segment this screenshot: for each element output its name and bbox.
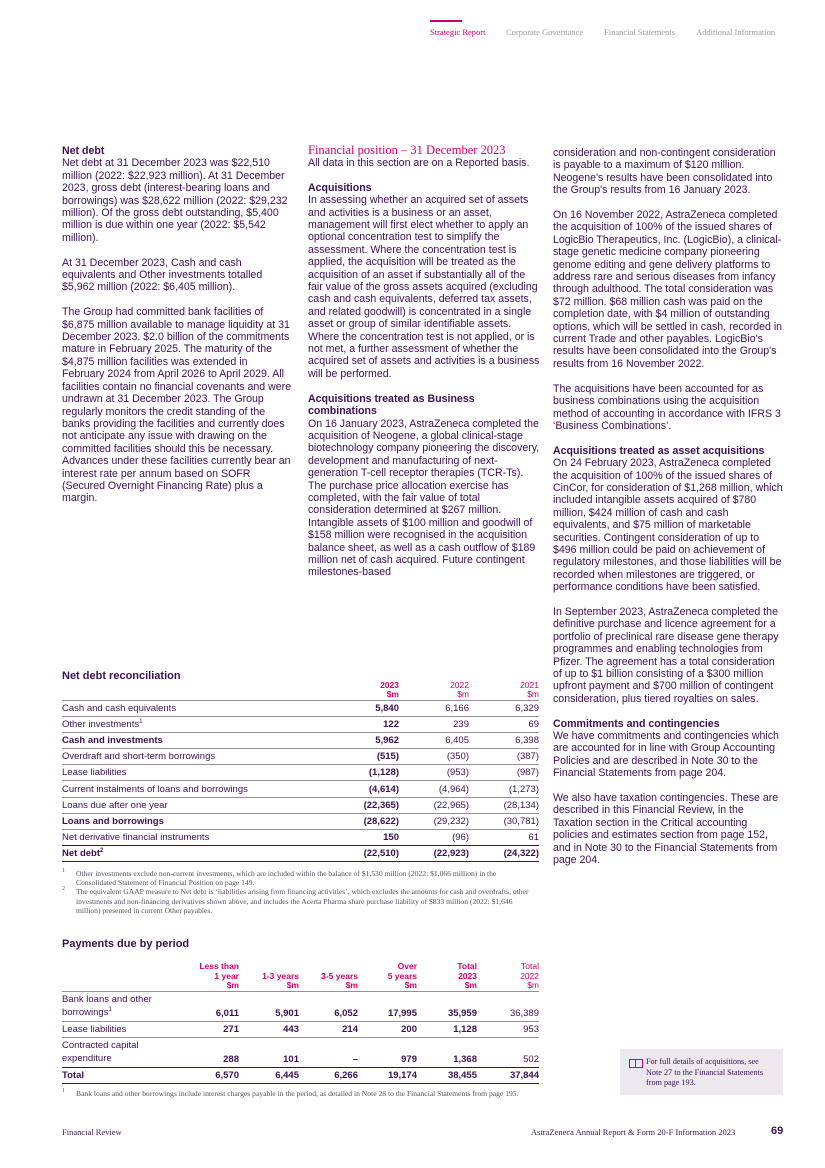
pdp-cell: 214 <box>299 1021 358 1037</box>
footer-section-label: Financial Review <box>62 1127 122 1137</box>
acquisitions-heading: Acquisitions <box>308 181 372 194</box>
pdp-header-line: Less than <box>199 961 239 971</box>
ndr-row <box>62 830 539 846</box>
pdp-row <box>62 991 539 1021</box>
footnote-text: The equivalent GAAP measure to Net debt is ‘liabilities arising from financing activities’, which excludes the amounts for cash and overdrafts, other investments and non-financing derivatives shown above, and includes the Acerta Pharma share purchase liability of $833 million (2022: $1,646 million) presented in current Other payables. <box>76 887 529 915</box>
ndr-cell: 5,962 <box>329 732 399 748</box>
ndr-cell: 6,398 <box>469 732 539 748</box>
pdp-header-line: $m <box>226 980 239 990</box>
ndr-cell: 6,166 <box>399 700 469 716</box>
pdp-row-label <box>62 991 179 1021</box>
pdp-row <box>62 1037 539 1067</box>
ndr-body <box>62 700 539 862</box>
ndr-cell: (953) <box>399 765 469 781</box>
ndr-year-2021: 2021 <box>520 679 539 690</box>
pdp-cell: 288 <box>179 1037 239 1067</box>
pdp-cell: – <box>299 1037 358 1067</box>
pdp-cell: 37,844 <box>477 1067 539 1083</box>
pdp-cell: 6,445 <box>239 1067 299 1083</box>
pdp-cell: 38,455 <box>417 1067 477 1083</box>
ndr-cell: (4,614) <box>329 781 399 797</box>
ndr-cell: 239 <box>399 716 469 732</box>
nav-corporate-governance[interactable]: Corporate Governance <box>506 27 584 37</box>
ndr-cell: (22,965) <box>399 797 469 813</box>
commitments-paragraph: We have commitments and contingencies which are accounted for in line with Group Accounting Policies and are described in Note 30 to the Financial Statements from page 204. <box>553 730 779 780</box>
ndr-cell: (29,232) <box>399 813 469 829</box>
pdp-header-row <box>62 958 539 991</box>
pdp-cell: 36,389 <box>477 991 539 1021</box>
ndr-row <box>62 700 539 716</box>
pdp-row-label-line1: Contracted capital <box>62 1040 139 1052</box>
ndr-row <box>62 781 539 797</box>
ndr-cell: (96) <box>399 830 469 846</box>
ndr-row-label-text: Cash and investments <box>62 734 163 746</box>
pdp-header-cell <box>179 958 239 991</box>
ndr-cell: (387) <box>469 749 539 765</box>
ndr-cell: 6,405 <box>399 732 469 748</box>
commitments-heading: Commitments and contingencies <box>553 717 720 730</box>
ndr-cell: (987) <box>469 765 539 781</box>
net-debt-paragraph-3: The Group had committed bank facilities of $6,875 million available to manage liquidity at 31 December 2023. $2.0 billion of the commitments mature in February 2025. The maturity of the $4,875 million facilities was extended in February 2024 from April 2026 to April 2029. All facilities contain no financial covenants and were undrawn at 31 December 2023. The Group regularly monitors the credit standing of the banks providing the facilities and currently does not anticipate any issue with drawing on the committed facilities should this be necessary. Advances under these facilities currently bear an interest rate per annum based on SOFR (Secured Overnight Financing Rate) plus a margin. <box>62 306 292 505</box>
ndr-row <box>62 846 539 862</box>
ndr-row-label-text: Loans and borrowings <box>62 815 164 827</box>
pdp-header-line: 2022 <box>520 970 539 981</box>
ndr-row-label <box>62 700 329 716</box>
net-debt-paragraph-1: Net debt at 31 December 2023 was $22,510 million (2022: $22,923 million). At 31 December 2023, gross debt (interest-bearing loans and borrowings) was $28,622 million (2022: $29,232 million). Of the gross debt outstanding, $5,400 million is due within one year (2022: $5,542 million). <box>62 157 288 244</box>
ndr-cell: (350) <box>399 749 469 765</box>
ndr-cell: (515) <box>329 749 399 765</box>
footnote-text: Bank loans and other borrowings include interest charges payable in the period, as detailed in Note 28 to the Financial Statements from page 195. <box>76 1089 519 1098</box>
pdp-header-line: Total <box>521 961 539 971</box>
pfizer-paragraph: In September 2023, AstraZeneca completed the definitive purchase and licence agreement for a portfolio of preclinical rare disease gene therapy programmes and enabling technologies from Pfizer. The agreement has a total consideration of up to $1 billion consisting of a $300 million upfront payment and $700 million of contingent consideration, plus tiered royalties on sales. <box>553 605 779 705</box>
ndr-footnotes <box>62 869 532 915</box>
pdp-cell: 5,901 <box>239 991 299 1021</box>
net-debt-reconciliation-title: Net debt reconciliation <box>62 670 181 682</box>
pdp-cell: 6,052 <box>299 991 358 1021</box>
ndr-row-label <box>62 830 329 846</box>
pdp-header-line: $m <box>286 980 299 990</box>
pdp-cell: 35,959 <box>417 991 477 1021</box>
pdp-cell: 6,266 <box>299 1067 358 1083</box>
pdp-header-line: 5 years <box>387 970 417 981</box>
ndr-row-label-text: Overdraft and short-term borrowings <box>62 751 216 763</box>
footer-report-title: AstraZeneca Annual Report & Form 20-F Information 2023 <box>531 1127 736 1137</box>
ndr-row-label <box>62 732 329 748</box>
ndr-row <box>62 716 539 732</box>
pdp-header-cell <box>417 958 477 991</box>
pdp-cell: 271 <box>179 1021 239 1037</box>
pdp-row-label <box>62 1021 179 1037</box>
see-also-box[interactable] <box>620 1049 783 1095</box>
ndr-cell: (1,273) <box>469 781 539 797</box>
pdp-row-label-line2: borrowings <box>62 1007 109 1018</box>
net-debt-reconciliation-table <box>62 678 539 862</box>
ndr-row-label-text: Lease liabilities <box>62 767 127 779</box>
ndr-row-label-text: Net debt <box>62 848 100 860</box>
pdp-header-cell <box>299 958 358 991</box>
ndr-row <box>62 749 539 765</box>
pdp-header-cell <box>239 958 299 991</box>
footnote-text: Other investments exclude non-current investments, which are included within the balance of $1,530 million (2022: $1,066 million) in the Consolidated Statement of Financial Position on page 149. <box>76 869 497 888</box>
neogene-continued-paragraph: consideration and non-contingent consideration is payable to a maximum of $120 million. Neogene's results have been consolidated into the Group's results from 16 January 2023. <box>553 147 776 197</box>
acquisitions-paragraph: In assessing whether an acquired set of assets and activities is a business or an asset, management will first elect whether to apply an optional concentration test to simplify the assessment. Where the concentration test is applied, the acquisition will be treated as the acquisition of an asset if substantially all of the fair value of the gross assets acquired (excluding cash and cash equivalents, deferred tax assets, and related goodwill) is concentrated in a single asset or group of similar identifiable assets. Where the concentration test is not applied, or is not met, a further assessment of whether the acquired set of assets and activities is a business will be performed. <box>308 194 540 380</box>
footnote-marker: 2 <box>62 886 65 893</box>
top-navigation <box>430 20 790 40</box>
pdp-header-line: $m <box>527 980 539 990</box>
pdp-header-cell <box>477 958 539 991</box>
financial-position-title: Financial position – 31 December 2023 <box>308 143 506 157</box>
pdp-row-label <box>62 1067 179 1083</box>
ndr-cell: (1,128) <box>329 765 399 781</box>
ndr-cell: 61 <box>469 830 539 846</box>
pdp-row-label-line2: Lease liabilities <box>62 1023 127 1035</box>
ifrs3-paragraph: The acquisitions have been accounted for as business combinations using the acquisition method of accounting in accordance with IFRS 3 ‘Business Combinations’. <box>553 382 781 432</box>
ndr-cell: 150 <box>329 830 399 846</box>
pdp-cell: 953 <box>477 1021 539 1037</box>
pdp-row-label-line1: Bank loans and other <box>62 994 152 1005</box>
ndr-cell: 6,329 <box>469 700 539 716</box>
pdp-cell: 6,011 <box>179 991 239 1021</box>
pdp-header-line: 1-3 years <box>262 970 299 981</box>
ndr-cell: (22,510) <box>329 846 399 862</box>
pdp-header-line: 2023 <box>458 970 477 981</box>
net-debt-heading: Net debt <box>62 145 105 157</box>
pdp-footnote <box>62 1089 532 1098</box>
footnote-marker: 1 <box>108 1006 112 1013</box>
pdp-row <box>62 1021 539 1037</box>
nav-strategic-report[interactable]: Strategic Report <box>430 27 486 37</box>
ndr-row-label-text: Net derivative financial instruments <box>62 832 210 844</box>
ndr-footnote <box>62 887 532 915</box>
ndr-cell: 122 <box>329 716 399 732</box>
column-financial-position <box>308 143 540 591</box>
ndr-header-blank <box>62 678 329 700</box>
pdp-cell: 101 <box>239 1037 299 1067</box>
ndr-row-label <box>62 749 329 765</box>
ndr-cell: (24,322) <box>469 846 539 862</box>
ndr-row-label-text: Loans due after one year <box>62 799 168 811</box>
ndr-row-label <box>62 765 329 781</box>
pdp-header-line: 3-5 years <box>321 970 358 981</box>
payments-due-title: Payments due by period <box>62 938 190 950</box>
taxation-paragraph: We also have taxation contingencies. These are described in this Financial Review, in the Taxation section in the Critical accounting policies and estimates section from page 152, and in Note 30 to the Financial Statements from page 204. <box>553 792 779 867</box>
pdp-row-label-line2: expenditure <box>62 1053 112 1065</box>
nav-additional-information[interactable]: Additional Information <box>696 27 776 37</box>
pdp-body <box>62 991 539 1083</box>
ndr-header-2022 <box>399 678 469 700</box>
pdp-cell: 1,128 <box>417 1021 477 1037</box>
ndr-cell: (22,365) <box>329 797 399 813</box>
ndr-year-2022: 2022 <box>450 679 469 690</box>
ndr-cell: 5,840 <box>329 700 399 716</box>
pdp-cell: 19,174 <box>358 1067 417 1083</box>
financial-position-intro: All data in this section are on a Reported basis. <box>308 157 530 169</box>
pdp-footnote-item <box>62 1089 532 1098</box>
pdp-header-blank <box>62 958 179 991</box>
ndr-header-2023 <box>329 678 399 700</box>
ndr-row-label <box>62 781 329 797</box>
ndr-cell: (22,923) <box>399 846 469 862</box>
ndr-year-2023: 2023 <box>380 679 399 690</box>
pdp-header-line: Total <box>457 961 477 971</box>
business-combinations-heading: Acquisitions treated as Business combinations <box>308 392 475 418</box>
page-number: 69 <box>771 1125 784 1137</box>
pdp-header-line: $m <box>404 980 417 990</box>
ndr-unit-2023: $m <box>386 689 399 699</box>
footnote-marker: 1 <box>62 868 65 874</box>
ndr-row <box>62 797 539 813</box>
pdp-cell: 979 <box>358 1037 417 1067</box>
pdp-row-label <box>62 1037 179 1067</box>
net-debt-paragraph-2: At 31 December 2023, Cash and cash equivalents and Other investments totalled $5,962 million (2022: $6,405 million). <box>62 256 263 294</box>
ndr-row <box>62 765 539 781</box>
ndr-footnote <box>62 869 532 887</box>
ndr-row-label-text: Other investments <box>62 718 140 730</box>
ndr-cell: (4,964) <box>399 781 469 797</box>
pdp-header-line: Over <box>397 961 417 971</box>
pdp-cell: 17,995 <box>358 991 417 1021</box>
cincor-paragraph: On 24 February 2023, AstraZeneca completed the acquisition of 100% of the issued shares of CinCor, for consideration of $1,268 million, which included intangible assets acquired of $780 million, $424 million of cash and cash equivalents, and $75 million of marketable securities. Contingent consideration of up to $496 million could be paid on achievement of regulatory milestones, and those liabilities will be recorded when milestones are triggered, or performance conditions have been satisfied. <box>553 457 783 594</box>
footnote-marker: 2 <box>100 848 104 855</box>
nav-financial-statements[interactable]: Financial Statements <box>604 27 676 37</box>
ndr-unit-2022: $m <box>457 689 469 699</box>
footnote-marker: 1 <box>62 1088 65 1094</box>
column-net-debt <box>62 145 292 517</box>
book-icon <box>629 1059 643 1068</box>
business-combinations-paragraph: On 16 January 2023, AstraZeneca completed the acquisition of Neogene, a global clinical-stage biotechnology company pioneering the discovery, development and manufacturing of next-generation T-cell receptor therapies (TCR-Ts). The purchase price allocation exercise has completed, with the fair value of total consideration determined at $267 million. Intangible assets of $100 million and goodwill of $158 million were recognised in the acquisition balance sheet, as well as a cash outflow of $189 million net of cash acquired. Future contingent milestones-based <box>308 417 540 579</box>
asset-acquisitions-heading: Acquisitions treated as asset acquisitions <box>553 444 765 457</box>
ndr-cell: (28,134) <box>469 797 539 813</box>
ndr-cell: (28,622) <box>329 813 399 829</box>
pdp-cell: 1,368 <box>417 1037 477 1067</box>
ndr-row-label-text: Cash and cash equivalents <box>62 702 177 714</box>
pdp-cell: 200 <box>358 1021 417 1037</box>
ndr-row-label <box>62 813 329 829</box>
logicbio-paragraph: On 16 November 2022, AstraZeneca completed the acquisition of 100% of the issued shares of LogicBio Therapeutics, Inc. (LogicBio), a clinical-stage genetic medicine company pioneering genome editing and gene delivery platforms to address rare and serious diseases from infancy through adulthood. The total consideration was $72 million. $68 million cash was paid on the completion date, with $4 million of outstanding options, which will be settled in cash, recorded in current Trade and other payables. LogicBio's results have been consolidated into the Group's results from 16 November 2022. <box>553 209 783 370</box>
pdp-cell: 502 <box>477 1037 539 1067</box>
pdp-row-label-line2: Total <box>62 1069 84 1081</box>
payments-due-table <box>62 958 539 1084</box>
pdp-header-line: $m <box>464 980 477 990</box>
see-also-text: For full details of acquisitions, see Note 27 to the Financial Statements from page 193. <box>646 1057 764 1087</box>
ndr-cell: (30,781) <box>469 813 539 829</box>
active-tab-indicator <box>430 20 462 22</box>
ndr-row-label <box>62 797 329 813</box>
pdp-header-cell <box>358 958 417 991</box>
ndr-row-label <box>62 716 329 732</box>
ndr-row-label <box>62 846 329 862</box>
pdp-header-line: 1 year <box>214 970 239 981</box>
ndr-unit-2021: $m <box>527 689 539 699</box>
ndr-row <box>62 732 539 748</box>
column-acquisitions-cont <box>553 147 785 879</box>
pdp-cell: 6,570 <box>179 1067 239 1083</box>
footnote-marker: 1 <box>139 718 143 725</box>
ndr-row <box>62 813 539 829</box>
ndr-header-2021 <box>469 678 539 700</box>
pdp-row <box>62 1067 539 1083</box>
pdp-header-line: $m <box>345 980 358 990</box>
ndr-row-label-text: Current instalments of loans and borrowings <box>62 783 248 795</box>
pdp-cell: 443 <box>239 1021 299 1037</box>
ndr-cell: 69 <box>469 716 539 732</box>
